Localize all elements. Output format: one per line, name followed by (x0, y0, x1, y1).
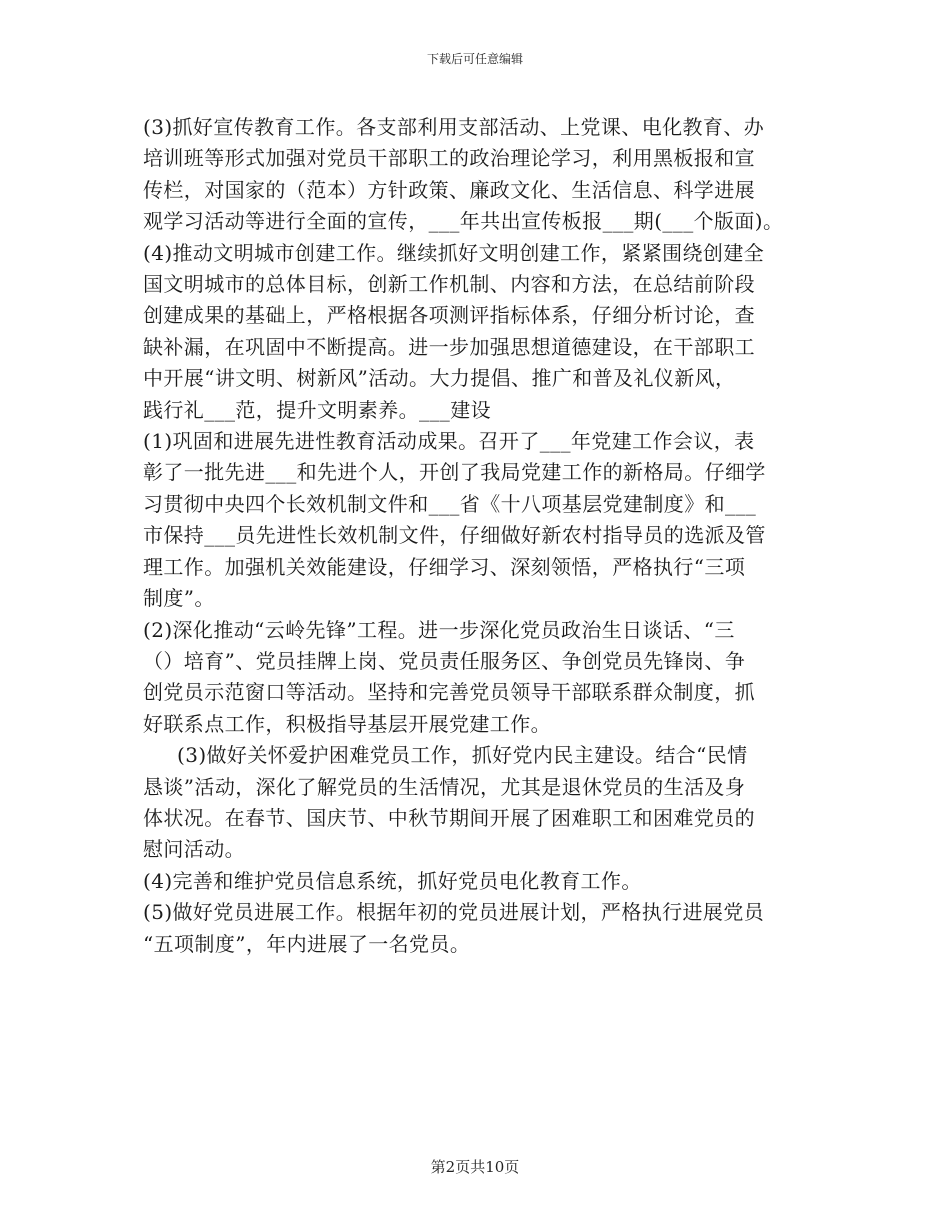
text-line: (4)完善和维护党员信息系统，抓好党员电化教育工作。 (143, 868, 642, 893)
text-line: 培训班等形式加强对党员干部职工的政治理论学习，利用黑板报和宣 (143, 146, 755, 171)
text-line: 缺补漏，在巩固中不断提高。进一步加强思想道德建设，在干部职工 (143, 334, 755, 359)
text-line: 习贯彻中央四个长效机制文件和___省《十八项基层党建制度》和___ (143, 491, 757, 516)
page-number: 第2页共10页 (430, 1158, 520, 1176)
text-line: 创党员示范窗口等活动。坚持和完善党员领导干部联系群众制度，抓 (143, 680, 755, 705)
text-line: 理工作。加强机关效能建设，仔细学习、深刻领悟，严格执行“三项 (143, 554, 746, 579)
text-line: 体状况。在春节、国庆节、中秋节期间开展了困难职工和困难党员的 (143, 805, 755, 830)
document-body (143, 112, 823, 960)
text-line: 制度”。 (143, 586, 215, 611)
text-line: 恳谈”活动，深化了解党员的生活情况，尤其是退休党员的生活及身 (143, 774, 746, 799)
text-line: 践行礼___范，提升文明素养。___建设 (143, 397, 491, 422)
text-line: 市保持___员先进性长效机制文件，仔细做好新农村指导员的选派及管 (143, 523, 766, 548)
text-line: (3)做好关怀爱护困难党员工作，抓好党内民主建设。结合“民情 (177, 743, 748, 768)
text-line: （）培育”、党员挂牌上岗、党员责任服务区、争创党员先锋岗、争 (143, 648, 746, 673)
text-line: 国文明城市的总体目标，创新工作机制、内容和方法，在总结前阶段 (143, 272, 755, 297)
text-line: (3)抓好宣传教育工作。各支部利用支部活动、上党课、电化教育、办 (143, 115, 765, 139)
text-line: (5)做好党员进展工作。根据年初的党员进展计划，严格执行进展党员 (143, 900, 765, 925)
text-line: 观学习活动等进行全面的宣传，___年共出宣传板报___期(___个版面)。 (143, 209, 784, 234)
text-line: 好联系点工作，积极指导基层开展党建工作。 (143, 711, 551, 736)
text-line: 中开展“讲文明、树新风”活动。大力提倡、推广和普及礼仪新风， (143, 366, 736, 391)
text-line: 慰问活动。 (143, 837, 245, 862)
text-line: “五项制度”，年内进展了一名党员。 (143, 931, 471, 956)
text-line: 传栏，对国家的（范本）方针政策、廉政文化、生活信息、科学进展 (143, 177, 755, 202)
page-header: 下载后可任意编辑 (426, 52, 523, 66)
text-line: 彰了一批先进___和先进个人，开创了我局党建工作的新格局。仔细学 (143, 460, 766, 485)
text-line: 创建成果的基础上，严格根据各项测评指标体系，仔细分析讨论，查 (143, 303, 755, 328)
text-line: (4)推动文明城市创建工作。继续抓好文明创建工作，紧紧围绕创建全 (143, 240, 765, 265)
text-line: (2)深化推动“云岭先锋”工程。进一步深化党员政治生日谈话、“三 (143, 617, 735, 642)
text-line: (1)巩固和进展先进性教育活动成果。召开了___年党建工作会议，表 (143, 429, 755, 454)
